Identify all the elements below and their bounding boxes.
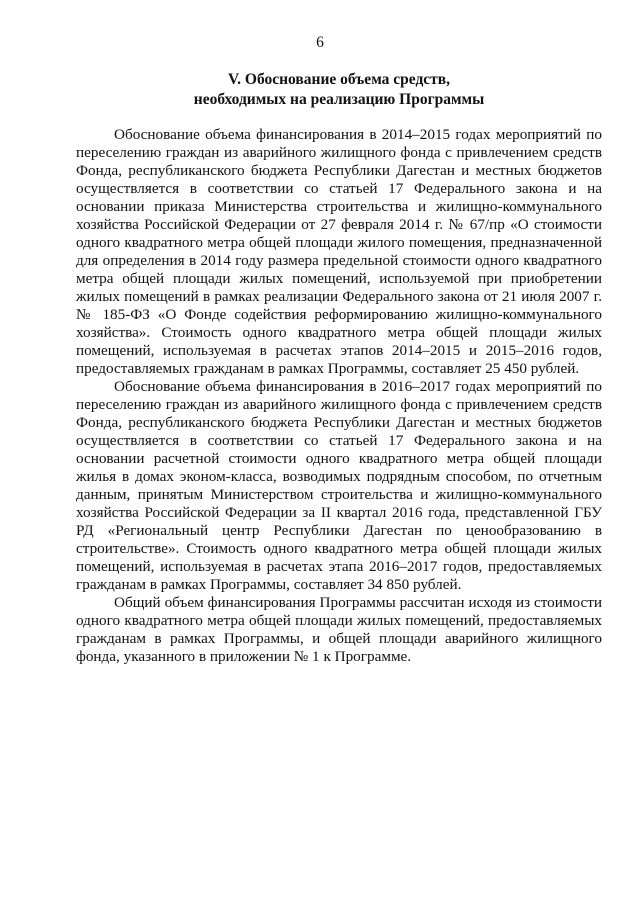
section-heading-line-2: необходимых на реализацию Программы — [193, 91, 485, 108]
page-number: 6 — [316, 34, 324, 51]
section-heading — [76, 70, 602, 110]
paragraph-1: Обоснование объема финансирования в 2014–2015 годах мероприятий по переселению граждан из аварийного жилищного фонда с привлечением средств Фонда, республиканского бюджета Республики Дагестан и местных бюджетов осуществляется в соответствии со статьей 17 Федерального закона и на основании приказа Министерства строительства и жилищно-коммунального хозяйства Российской Федерации от 27 февраля 2014 г. № 67/пр «О стоимости одного квадратного метра общей площади жилого помещения, предназначенной для определения в 2014 году размера предельной стоимости одного квадратного метра общей площади жилых помещений, используемой при приобретении жилых помещений в рамках реализации Федерального закона от 21 июля 2007 г. № 185-ФЗ «О Фонде содействия реформированию жилищно-коммунального хозяйства». Стоимость одного квадратного метра общей площади жилых помещений, используемая в расчетах этапов 2014–2015 и 2015–2016 годов, предоставляемых гражданам в рамках Программы, составляет 25 450 рублей. — [76, 126, 602, 377]
paragraph-2: Обоснование объема финансирования в 2016–2017 годах мероприятий по переселению граждан из аварийного жилищного фонда с привлечением средств Фонда, республиканского бюджета Республики Дагестан и местных бюджетов осуществляется в соответствии со статьей 17 Федерального закона и на основании расчетной стоимости одного квадратного метра общей площади жилья в домах эконом-класса, возводимых подрядным способом, по отчетным данным, принятым Министерством строительства и жилищно-коммунального хозяйства Российской Федерации за II квартал 2016 года, представленной ГБУ РД «Региональный центр Республики Дагестан по ценообразованию в строительстве». Стоимость одного квадратного метра общей площади жилых помещений, используемая в расчетах этапа 2016–2017 годов, предоставляемых гражданам в рамках Программы, составляет 34 850 рублей. — [76, 378, 602, 593]
paragraph-3: Общий объем финансирования Программы рассчитан исходя из стоимости одного квадратного метра общей площади жилых помещений, предоставляемых гражданам в рамках Программы, и общей площади аварийного жилищного фонда, указанного в приложении № 1 к Программе. — [76, 594, 602, 665]
section-heading-line-1: V. Обоснование объема средств, — [227, 71, 451, 88]
body-text — [76, 126, 602, 666]
